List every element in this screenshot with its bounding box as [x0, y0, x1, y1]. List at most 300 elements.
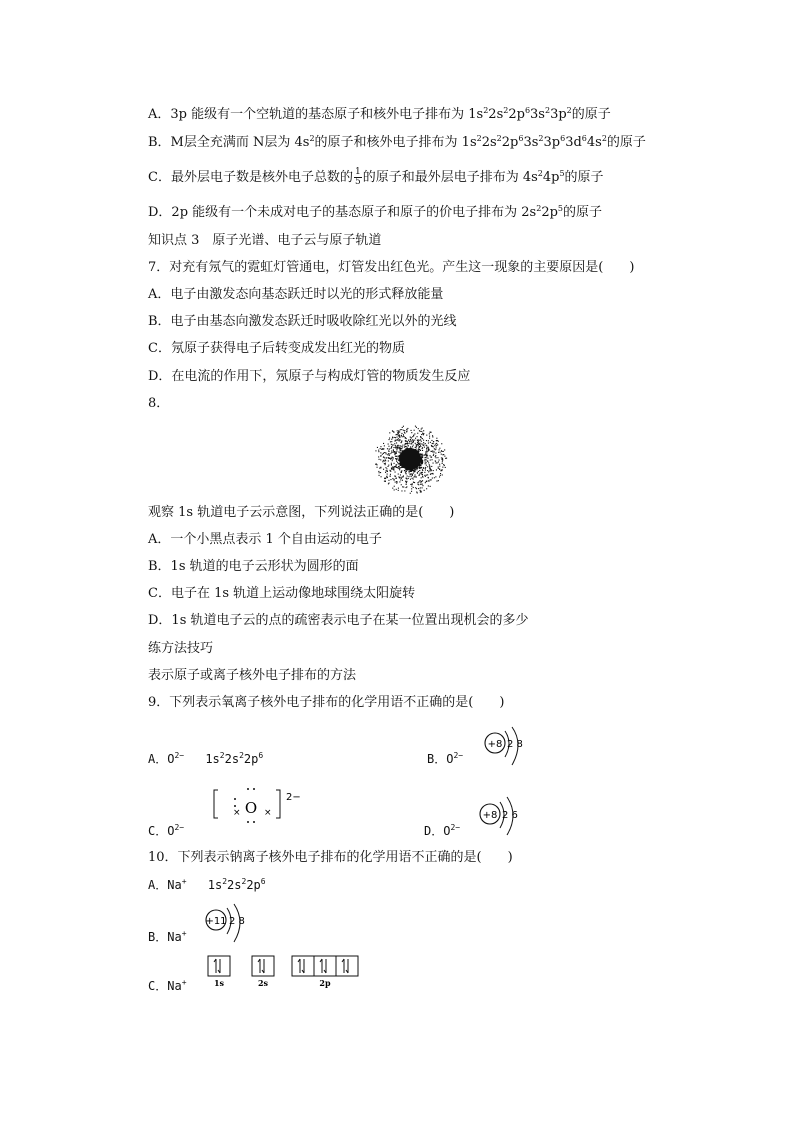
q7-option-d: D．在电流的作用下，氖原子与构成灯管的物质发生反应	[148, 369, 471, 384]
cloud-dot	[425, 482, 426, 483]
cloud-dot	[436, 457, 437, 458]
cloud-dot	[390, 474, 391, 475]
cloud-dot	[423, 442, 424, 443]
cloud-dot	[422, 469, 423, 470]
cloud-dot	[392, 457, 393, 458]
cloud-dot	[396, 452, 397, 453]
cloud-dot	[428, 485, 429, 486]
cloud-dot	[430, 474, 431, 475]
cloud-dot	[407, 476, 408, 477]
cloud-dot	[406, 471, 407, 472]
cloud-dot	[386, 453, 387, 454]
cloud-dot	[410, 437, 411, 438]
cloud-dot	[383, 456, 384, 457]
cloud-dot	[415, 443, 416, 444]
cloud-dot	[411, 444, 412, 445]
cloud-dot	[429, 464, 430, 465]
orbital-label-1s: 1s	[213, 978, 225, 988]
cloud-dot	[409, 472, 410, 473]
cloud-dot	[378, 456, 379, 457]
cloud-dot	[398, 488, 399, 489]
cloud-dot	[425, 470, 426, 471]
cloud-dot	[432, 450, 433, 451]
cloud-dot	[379, 475, 380, 476]
cloud-dot	[418, 428, 419, 429]
cloud-dot	[399, 434, 400, 435]
cloud-dot	[424, 460, 425, 461]
cloud-dot	[426, 465, 427, 466]
q8-option-c: C．电子在 1s 轨道上运动像地球围绕太阳旋转	[148, 586, 416, 601]
cloud-dot	[423, 455, 424, 456]
cloud-dot	[388, 446, 389, 447]
cloud-dot	[391, 464, 392, 465]
cloud-dot	[426, 450, 427, 451]
cloud-dot	[418, 482, 419, 483]
cloud-dot	[391, 439, 392, 440]
cloud-dot	[401, 477, 402, 478]
nucleus-charge: +11	[205, 916, 227, 927]
cloud-dot	[377, 447, 378, 448]
q10-option-b-label: B．Na+	[148, 929, 187, 944]
cloud-dot	[396, 481, 397, 482]
cloud-dot	[404, 490, 405, 491]
cloud-dot	[440, 452, 441, 453]
cloud-dot	[411, 432, 412, 433]
cloud-dot	[397, 447, 398, 448]
oxygen-ion-structure-diagram-d	[477, 796, 537, 842]
cloud-dot	[394, 437, 395, 438]
cloud-dot	[393, 469, 394, 470]
cloud-dot	[398, 433, 399, 434]
cloud-dot	[433, 470, 434, 471]
cloud-dot	[387, 471, 388, 472]
cloud-dot	[405, 438, 406, 439]
cloud-dot	[406, 429, 407, 430]
cloud-dot	[385, 467, 386, 468]
cloud-dot	[443, 464, 444, 465]
cloud-dot	[397, 458, 398, 459]
cloud-dot	[425, 476, 426, 477]
cloud-dot	[436, 469, 437, 470]
cloud-dot	[429, 436, 430, 437]
cloud-dot	[442, 459, 443, 460]
cloud-dot	[410, 446, 411, 447]
cloud-dot	[425, 467, 426, 468]
cloud-dot	[385, 460, 386, 461]
cloud-dot	[433, 463, 434, 464]
cloud-dot	[412, 446, 413, 447]
cloud-dot	[418, 445, 419, 446]
cloud-dot	[426, 448, 427, 449]
cloud-dot	[417, 442, 418, 443]
cloud-dot	[421, 429, 422, 430]
cloud-dot	[400, 429, 401, 430]
cloud-dot	[397, 430, 398, 431]
cloud-dot	[444, 456, 445, 457]
cloud-dot	[403, 436, 404, 437]
cloud-dot	[393, 457, 394, 458]
cloud-dot	[426, 459, 427, 460]
q7-option-b: B．电子由基态向激发态跃迁时吸收除红光以外的光线	[148, 314, 457, 329]
cloud-dot	[391, 468, 392, 469]
q10-option-a: A．Na+ $1s^22s^22p^6$	[148, 877, 266, 892]
cloud-dot	[408, 476, 409, 477]
cloud-dot	[396, 467, 397, 468]
cloud-dot	[428, 440, 429, 441]
nucleus-charge: +8	[482, 810, 498, 821]
cloud-dot	[381, 449, 382, 450]
q10-option-c-label: C．Na+	[148, 978, 187, 993]
cloud-dot	[390, 479, 391, 480]
cloud-dot	[410, 471, 411, 472]
cloud-dot	[420, 473, 421, 474]
cloud-dot	[432, 473, 433, 474]
cloud-dot	[402, 446, 403, 447]
cloud-dot	[406, 479, 407, 480]
cloud-dot	[384, 452, 385, 453]
cloud-dot	[425, 461, 426, 462]
cloud-dot	[414, 440, 415, 441]
fraction-one-fifth: $\frac{1}{5}$	[354, 167, 361, 187]
q9-option-c-label: C．$O^{2-}$	[148, 823, 185, 838]
cloud-dot	[380, 448, 381, 449]
q6-option-d: D．2p 能级有一个未成对电子的基态原子和原子的价电子排布为 $2s^22p^5$的原子	[148, 204, 603, 220]
cloud-dot	[406, 484, 407, 485]
cloud-dot	[442, 458, 443, 459]
cloud-dot	[389, 432, 390, 433]
cloud-dot	[423, 444, 424, 445]
cloud-dot	[411, 486, 412, 487]
cloud-dot	[437, 444, 438, 445]
cloud-dot	[435, 455, 436, 456]
cloud-dot	[402, 486, 403, 487]
cloud-dot	[406, 482, 407, 483]
cloud-dot	[423, 440, 424, 441]
cloud-dot	[422, 474, 423, 475]
cloud-dot	[387, 474, 388, 475]
cloud-dot	[441, 457, 442, 458]
practice-title: 练方法技巧	[148, 641, 214, 656]
cloud-dot	[386, 458, 387, 459]
cloud-dot	[402, 427, 403, 428]
cloud-dot	[441, 454, 442, 455]
cloud-dot	[411, 441, 412, 442]
cloud-dot	[434, 445, 435, 446]
cloud-dot	[427, 474, 428, 475]
cloud-dot	[385, 478, 386, 479]
cloud-dot	[421, 441, 422, 442]
cloud-dot	[398, 430, 399, 431]
cloud-dot	[385, 452, 386, 453]
cloud-dot	[430, 479, 431, 480]
cloud-dot	[394, 486, 395, 487]
cloud-dot	[427, 455, 428, 456]
cloud-dot	[435, 456, 436, 457]
cloud-dot	[431, 466, 432, 467]
cloud-dot	[392, 488, 393, 489]
shell-electron-counts: 2 6	[502, 810, 518, 821]
cloud-dot	[424, 454, 425, 455]
cloud-dot	[406, 431, 407, 432]
cloud-dot	[419, 430, 420, 431]
cloud-dot	[413, 471, 414, 472]
cloud-dot	[441, 450, 442, 451]
cloud-dot	[384, 445, 385, 446]
cloud-dot	[379, 459, 380, 460]
cloud-dot	[406, 446, 407, 447]
cloud-dot	[437, 457, 438, 458]
cloud-dot	[416, 444, 417, 445]
cloud-dot	[413, 445, 414, 446]
cloud-dot	[391, 444, 392, 445]
orbital-box-1s	[208, 956, 230, 976]
cloud-dot	[421, 472, 422, 473]
cloud-dot	[405, 444, 406, 445]
cloud-dot	[387, 448, 388, 449]
cloud-dot	[404, 433, 405, 434]
cloud-dot	[430, 486, 431, 487]
cloud-dot	[385, 481, 386, 482]
cloud-dot	[392, 459, 393, 460]
cloud-dot	[445, 467, 446, 468]
cloud-dot	[389, 439, 390, 440]
q7-option-a: A．电子由激发态向基态跃迁时以光的形式释放能量	[148, 287, 444, 302]
cloud-dot	[443, 451, 444, 452]
cloud-dot	[397, 448, 398, 449]
cloud-dot	[435, 444, 436, 445]
cloud-dot	[421, 431, 422, 432]
cloud-dot	[431, 457, 432, 458]
cloud-dot	[413, 473, 414, 474]
cloud-dot	[398, 445, 399, 446]
electron-pair-arrows	[320, 959, 326, 973]
cloud-dot	[431, 479, 432, 480]
cloud-dot	[397, 437, 398, 438]
cloud-dot	[394, 451, 395, 452]
oxide-electron-dot-formula	[212, 784, 312, 824]
cloud-dot	[415, 426, 416, 427]
cloud-dot	[422, 487, 423, 488]
cloud-dot	[413, 479, 414, 480]
oxygen-ion-structure-diagram-b	[482, 729, 542, 775]
cloud-dot	[393, 467, 394, 468]
cloud-dot	[394, 489, 395, 490]
q9-option-a: A．$O^{2-}$ $1s^22s^22p^6$	[148, 751, 264, 766]
cloud-dot	[392, 452, 393, 453]
cloud-dot	[425, 457, 426, 458]
cloud-dot	[430, 442, 431, 443]
cloud-dot	[394, 476, 395, 477]
cloud-dot	[411, 438, 412, 439]
cloud-dot	[395, 458, 396, 459]
cloud-dot	[428, 477, 429, 478]
cloud-dot	[409, 443, 410, 444]
cloud-dot	[411, 491, 412, 492]
cloud-dot	[420, 467, 421, 468]
cloud-dot	[396, 478, 397, 479]
cloud-dot	[407, 447, 408, 448]
q8-option-a: A．一个小黑点表示 1 个自由运动的电子	[148, 532, 382, 547]
cloud-dot	[391, 463, 392, 464]
cloud-dot	[431, 432, 432, 433]
cloud-dot	[410, 440, 411, 441]
cloud-dot	[422, 454, 423, 455]
cloud-dot	[426, 457, 427, 458]
cloud-dot	[428, 443, 429, 444]
cloud-dot	[422, 485, 423, 486]
cloud-dot	[375, 450, 376, 451]
cloud-dot	[432, 452, 433, 453]
cloud-dot	[420, 450, 421, 451]
section-heading-3: 知识点 3 原子光谱、电子云与原子轨道	[148, 233, 382, 248]
cloud-dot	[399, 468, 400, 469]
cloud-dot	[420, 487, 421, 488]
cloud-dot	[391, 458, 392, 459]
cloud-dot	[394, 443, 395, 444]
cloud-dot	[426, 462, 427, 463]
cloud-dot	[398, 490, 399, 491]
cloud-dot	[413, 487, 414, 488]
cloud-dot	[436, 440, 437, 441]
cloud-dot	[398, 455, 399, 456]
cloud-dot	[431, 440, 432, 441]
cloud-dot	[415, 474, 416, 475]
cloud-dot	[388, 466, 389, 467]
q7-option-c: C．氖原子获得电子后转变成发出红光的物质	[148, 341, 405, 356]
cloud-dot	[420, 439, 421, 440]
cloud-dot	[378, 451, 379, 452]
cloud-dot	[422, 428, 423, 429]
cloud-dot	[388, 480, 389, 481]
cloud-dot	[429, 433, 430, 434]
cloud-dot	[434, 448, 435, 449]
cloud-dot	[401, 446, 402, 447]
cloud-dot	[434, 451, 435, 452]
cloud-dot	[436, 462, 437, 463]
cloud-dot	[396, 451, 397, 452]
cloud-dot	[415, 477, 416, 478]
cloud-dot	[436, 438, 437, 439]
left-bracket	[214, 790, 218, 818]
cloud-dot	[430, 468, 431, 469]
cloud-dot	[385, 463, 386, 464]
q8-number: 8．	[148, 396, 170, 411]
cloud-dot	[426, 488, 427, 489]
cloud-dot	[399, 469, 400, 470]
electron-pair-arrows	[214, 959, 220, 973]
cloud-dot	[390, 441, 391, 442]
cloud-dot	[418, 439, 419, 440]
cloud-dot	[390, 453, 391, 454]
cloud-dot	[392, 430, 393, 431]
cloud-dot	[436, 447, 437, 448]
cloud-dot	[392, 445, 393, 446]
cloud-dot	[390, 476, 391, 477]
cloud-dot	[428, 447, 429, 448]
cloud-dot	[384, 463, 385, 464]
cloud-dot	[404, 430, 405, 431]
q10-stem: 10．下列表示钠离子核外电子排布的化学用语不正确的是( )	[148, 850, 513, 865]
dot	[253, 821, 255, 823]
cloud-core	[399, 448, 421, 470]
cloud-dot	[428, 471, 429, 472]
cloud-dot	[401, 472, 402, 473]
cloud-dot	[427, 460, 428, 461]
cloud-dot	[376, 463, 377, 464]
cloud-dot	[427, 470, 428, 471]
orbital-label-2p: 2p	[319, 978, 331, 988]
dot	[234, 798, 236, 800]
cloud-dot	[426, 454, 427, 455]
cloud-dot	[435, 476, 436, 477]
cloud-dot	[407, 442, 408, 443]
cloud-dot	[426, 435, 427, 436]
cloud-dot	[383, 469, 384, 470]
cloud-dot	[414, 471, 415, 472]
cloud-dot	[433, 441, 434, 442]
cloud-dot	[417, 436, 418, 437]
cloud-dot	[396, 446, 397, 447]
cloud-dot	[401, 429, 402, 430]
cloud-dot	[391, 441, 392, 442]
cloud-dot	[416, 488, 417, 489]
cloud-dot	[421, 474, 422, 475]
bracket-charge: 2−	[286, 792, 301, 803]
cloud-dot	[403, 434, 404, 435]
cloud-dot	[401, 484, 402, 485]
cloud-dot	[396, 442, 397, 443]
cloud-dot	[394, 463, 395, 464]
cloud-dot	[392, 478, 393, 479]
electron-pair-arrows	[258, 959, 264, 973]
cloud-dot	[387, 454, 388, 455]
cloud-dot	[424, 475, 425, 476]
cloud-dot	[430, 460, 431, 461]
cross-electron: ×	[233, 808, 241, 818]
orbital-box-2s	[252, 956, 274, 976]
cloud-dot	[382, 448, 383, 449]
cloud-dot	[393, 449, 394, 450]
cloud-dot	[407, 428, 408, 429]
cloud-dot	[400, 479, 401, 480]
cloud-dot	[407, 443, 408, 444]
cloud-dot	[398, 466, 399, 467]
cloud-dot	[418, 484, 419, 485]
cloud-dot	[430, 432, 431, 433]
cloud-dot	[393, 447, 394, 448]
cloud-dot	[432, 443, 433, 444]
cloud-dot	[395, 452, 396, 453]
cloud-dot	[420, 484, 421, 485]
cloud-dot	[431, 451, 432, 452]
cloud-dot	[400, 448, 401, 449]
nucleus-charge: +8	[487, 739, 503, 750]
q9-stem: 9．下列表示氧离子核外电子排布的化学用语不正确的是( )	[148, 695, 505, 710]
cloud-dot	[416, 469, 417, 470]
cloud-dot	[413, 482, 414, 483]
cloud-dot	[419, 470, 420, 471]
cloud-dot	[442, 474, 443, 475]
cloud-dot	[424, 447, 425, 448]
cloud-dot	[428, 480, 429, 481]
cloud-dot	[415, 447, 416, 448]
cloud-dot	[420, 490, 421, 491]
cloud-dot	[422, 433, 423, 434]
cloud-dot	[421, 462, 423, 464]
cloud-dot	[429, 438, 430, 439]
cloud-dot	[397, 462, 398, 463]
cloud-dot	[439, 460, 440, 461]
